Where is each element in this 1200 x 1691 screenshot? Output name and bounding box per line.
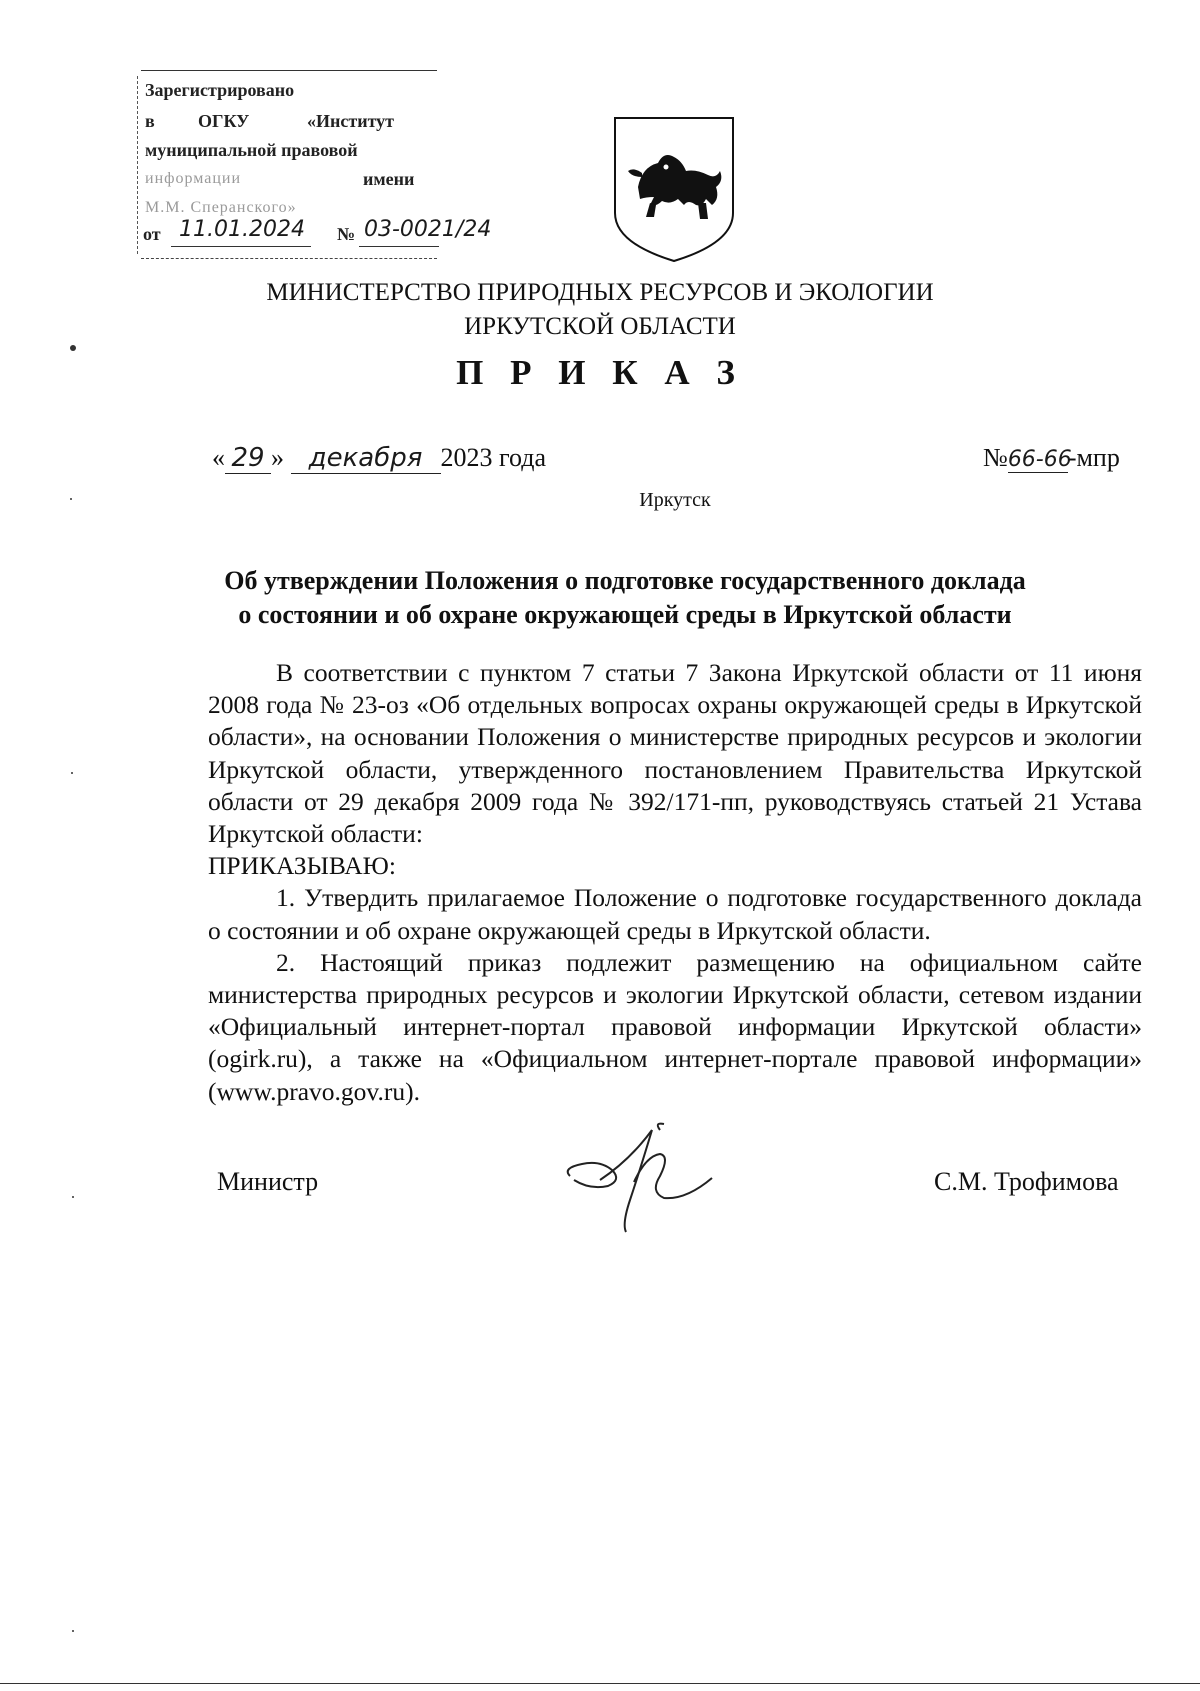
ministry-name-line2: ИРКУТСКОЙ ОБЛАСТИ [464, 313, 736, 340]
signatory-role: Министр [217, 1167, 319, 1196]
stamp-line-registered: Зарегистрировано [145, 80, 295, 100]
order-body [208, 657, 1142, 1108]
stamp-line-speransky: М.М. Сперанского» [145, 199, 297, 216]
stamp-number-value: 03-0021/24 [364, 217, 492, 242]
order-title-line2: о состоянии и об охране окружающей среды в Иркутской области [238, 600, 1012, 629]
stamp-line-ogku: ОГКУ [198, 111, 250, 131]
stamp-date-prefix: от [143, 224, 161, 244]
stamp-top-border [141, 70, 437, 71]
handwritten-signature [560, 1120, 740, 1240]
number-suffix: -мпр [1067, 443, 1120, 472]
scan-speck [72, 1630, 74, 1632]
stamp-date-value: 11.01.2024 [179, 217, 305, 242]
number-prefix: № [983, 443, 1008, 472]
date-open-quote: « [212, 443, 225, 472]
scan-speck [70, 498, 72, 500]
stamp-line-information: информации [145, 170, 242, 187]
order-title-line1: Об утверждении Положения о подготовке государственного доклада [224, 566, 1026, 595]
scan-speck [72, 1196, 74, 1198]
date-day: 29 [225, 443, 271, 474]
order-number [983, 443, 1120, 473]
irkutsk-coat-of-arms-icon [612, 115, 736, 265]
preamble-paragraph: В соответствии с пунктом 7 статьи 7 Закона Иркутской области от 11 июня 2008 года № 23-оз «Об отдельных вопросах охраны окружающей среды в Иркутской области», на основании Положения о министерстве природных ресурсов и экологии Иркутской области, утвержденного постановлением Правительства Иркутской области от 29 декабря 2009 года № 392/171-пп, руководствуясь статьей 21 Устава Иркутской области: [208, 658, 1142, 849]
stamp-line-in: в [145, 111, 155, 131]
stamp-bottom-border [141, 258, 437, 259]
stamp-line-institute: «Институт [307, 111, 395, 131]
scan-speck [70, 345, 76, 351]
order-word: ПРИКАЗЫВАЮ: [208, 851, 396, 881]
order-title [25, 564, 1200, 632]
stamp-line-named: имени [363, 169, 415, 189]
registration-stamp [137, 70, 492, 260]
stamp-number-prefix: № [337, 224, 356, 244]
order-item-1: 1. Утвердить прилагаемое Положение о подготовке государственного доклада о состоянии и об охране окружающей среды в Иркутской области. [208, 883, 1142, 945]
date-month: декабря [291, 443, 441, 474]
stamp-line-municipal: муниципальной правовой [145, 140, 358, 160]
number-value: 66-66 [1007, 447, 1072, 472]
document-type-title: П Р И К А З [456, 353, 744, 392]
city-name: Иркутск [639, 489, 711, 511]
order-date [212, 443, 546, 474]
page-bottom-edge [0, 1683, 1200, 1684]
scan-speck [71, 772, 73, 774]
stamp-number-underline [359, 246, 439, 247]
ministry-header [0, 276, 1200, 344]
stamp-date-underline [171, 246, 311, 247]
signatory-name: С.М. Трофимова [934, 1167, 1119, 1196]
date-close-quote: » [271, 443, 284, 472]
date-year: 2023 года [440, 443, 547, 472]
stamp-left-border [137, 76, 138, 254]
order-item-2: 2. Настоящий приказ подлежит размещению на официальном сайте министерства природных ресурсов и экологии Иркутской области, сетевом издании «Официальный интернет-портал правовой информации Иркутской области» (ogirk.ru), а также на «Официальном интернет-портале правовой информации» (www.pravo.gov.ru). [208, 947, 1142, 1106]
ministry-name-line1: МИНИСТЕРСТВО ПРИРОДНЫХ РЕСУРСОВ И ЭКОЛОГИИ [266, 279, 934, 306]
